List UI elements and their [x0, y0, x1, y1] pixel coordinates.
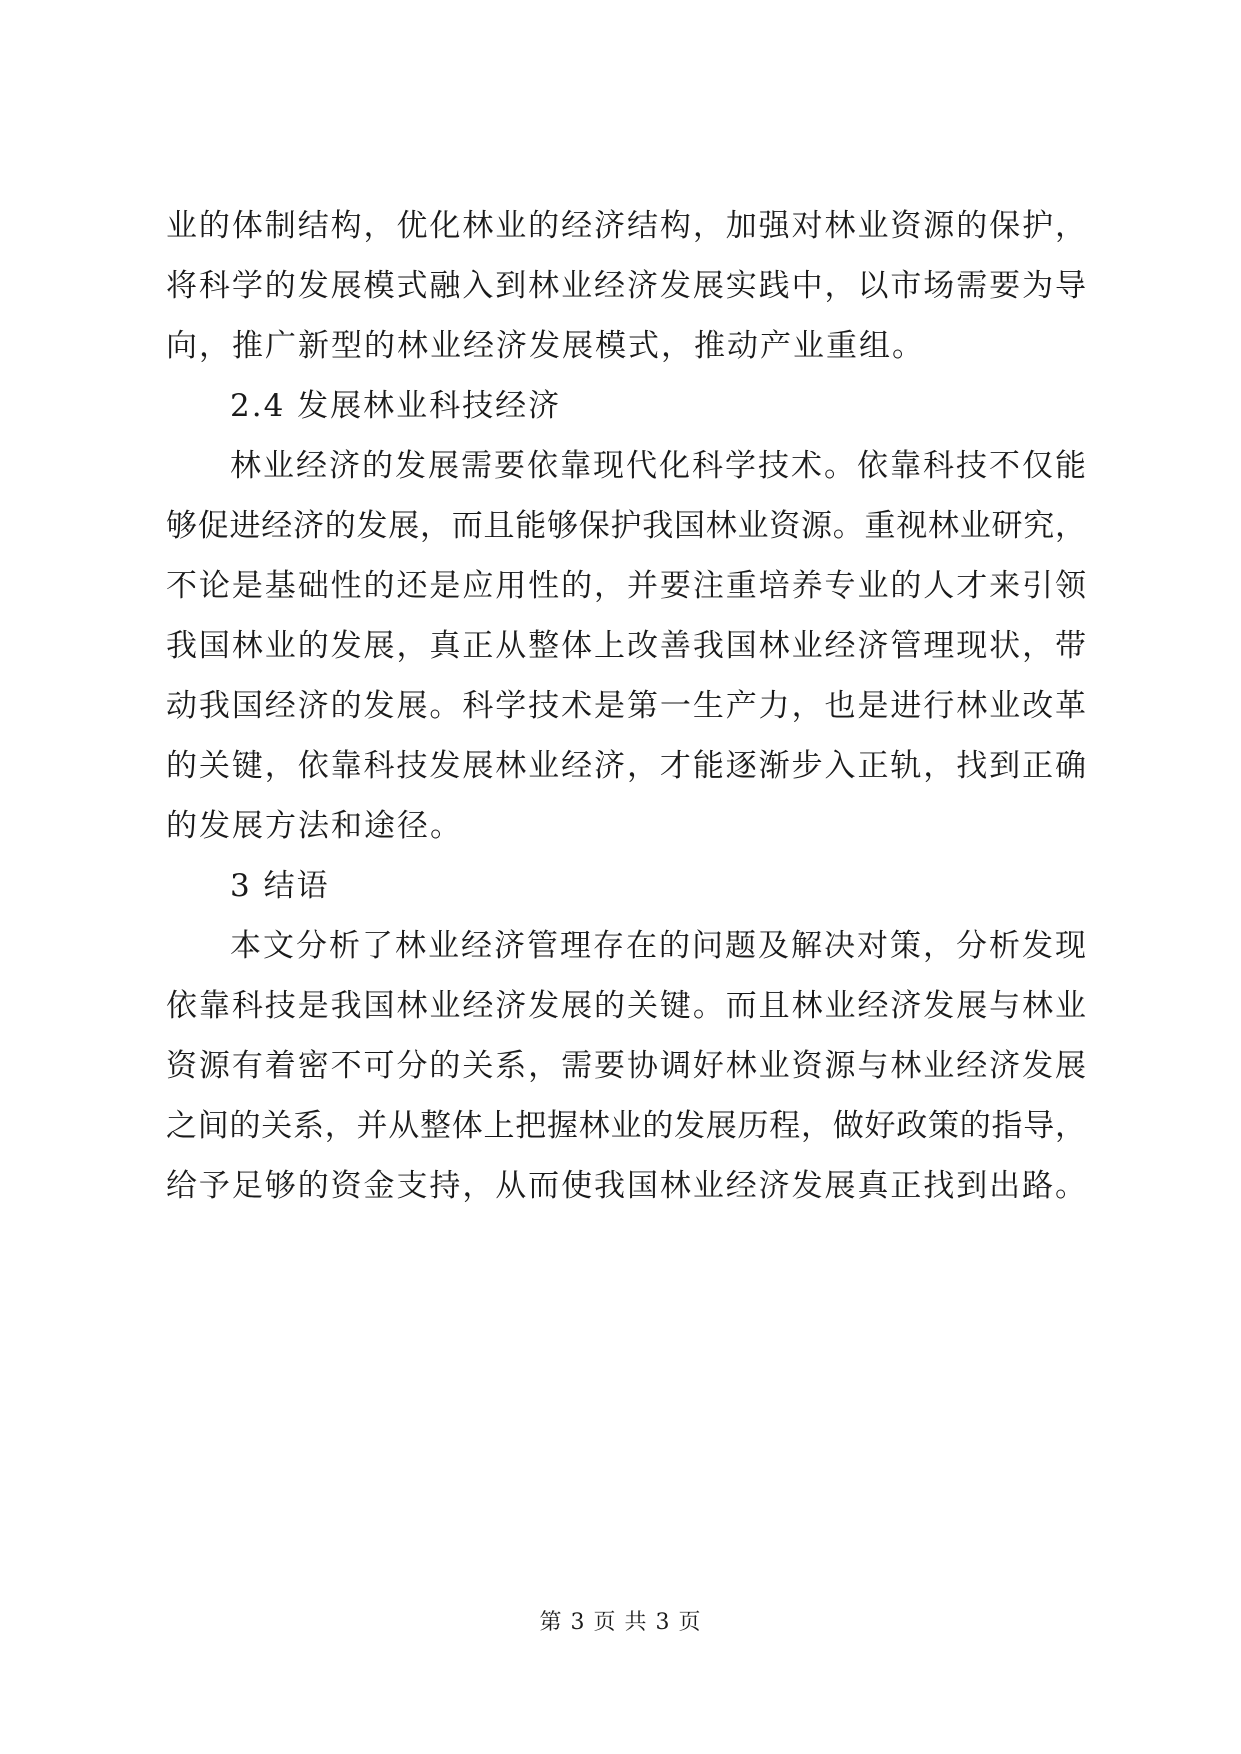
paragraph-line: 资源有着密不可分的关系，需要协调好林业资源与林业经济发展 — [166, 1048, 1086, 1084]
paragraph-line: 的发展方法和途径。 — [166, 808, 463, 844]
paragraph-line: 依靠科技是我国林业经济发展的关键。而且林业经济发展与林业 — [166, 988, 1086, 1024]
paragraph-line: 动我国经济的发展。科学技术是第一生产力，也是进行林业改革 — [166, 688, 1086, 724]
document-body — [166, 196, 1086, 1216]
paragraph-line: 将科学的发展模式融入到林业经济发展实践中，以市场需要为导 — [166, 268, 1086, 304]
paragraph-line: 给予足够的资金支持，从而使我国林业经济发展真正找到出路。 — [166, 1168, 1086, 1204]
paragraph-line: 够促进经济的发展，而且能够保护我国林业资源。重视林业研究， — [166, 508, 1086, 544]
paragraph-line: 本文分析了林业经济管理存在的问题及解决对策，分析发现 — [230, 928, 1086, 964]
paragraph-line: 之间的关系，并从整体上把握林业的发展历程，做好政策的指导， — [166, 1108, 1086, 1144]
paragraph-line: 林业经济的发展需要依靠现代化科学技术。依靠科技不仅能 — [230, 448, 1086, 484]
section-heading-conclusion: 3 结语 — [230, 868, 330, 904]
page-footer: 第 3 页 共 3 页 — [539, 1610, 702, 1635]
paragraph-line: 业的体制结构，优化林业的经济结构，加强对林业资源的保护， — [166, 208, 1086, 244]
section-heading-2-4: 2.4 发展林业科技经济 — [230, 388, 562, 424]
paragraph-line: 的关键，依靠科技发展林业经济，才能逐渐步入正轨，找到正确 — [166, 748, 1086, 784]
paragraph-line: 我国林业的发展，真正从整体上改善我国林业经济管理现状，带 — [166, 628, 1086, 664]
paragraph-line: 向，推广新型的林业经济发展模式，推动产业重组。 — [166, 328, 925, 364]
paragraph-line: 不论是基础性的还是应用性的，并要注重培养专业的人才来引领 — [166, 568, 1086, 604]
